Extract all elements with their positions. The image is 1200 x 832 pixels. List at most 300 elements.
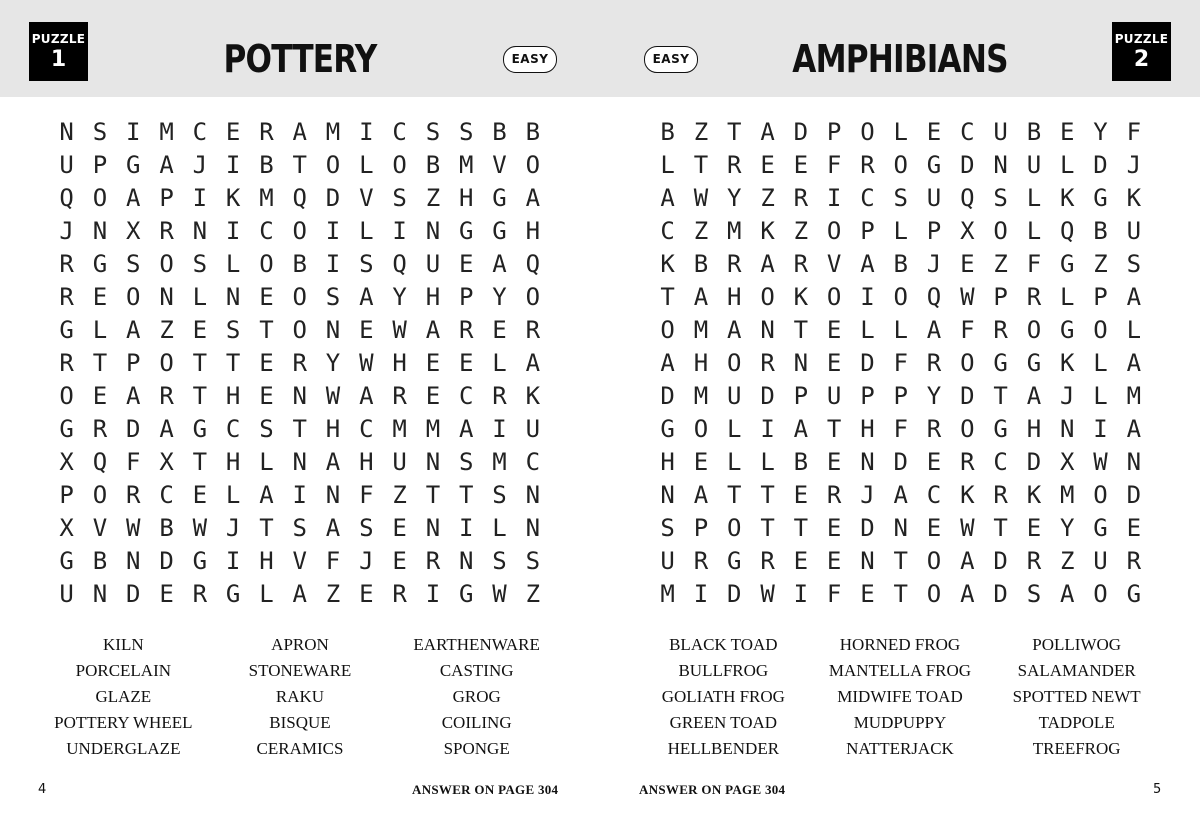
grid-letter[interactable]: S: [359, 250, 374, 278]
grid-letter[interactable]: N: [1059, 415, 1075, 443]
grid-letter[interactable]: N: [292, 382, 307, 410]
grid-letter[interactable]: M: [693, 316, 709, 344]
grid-letter[interactable]: T: [793, 514, 809, 542]
grid-letter[interactable]: P: [826, 118, 842, 146]
grid-letter[interactable]: F: [126, 448, 141, 476]
grid-letter[interactable]: J: [1059, 382, 1075, 410]
grid-letter[interactable]: I: [425, 580, 441, 608]
grid-letter[interactable]: P: [926, 217, 942, 245]
grid-letter[interactable]: A: [292, 580, 307, 608]
grid-letter[interactable]: D: [126, 415, 141, 443]
grid-letter[interactable]: G: [59, 415, 74, 443]
grid-letter[interactable]: D: [893, 448, 908, 476]
grid-letter[interactable]: U: [59, 151, 74, 179]
grid-letter[interactable]: X: [1059, 448, 1075, 476]
grid-letter[interactable]: M: [660, 580, 675, 608]
grid-letter[interactable]: K: [1059, 349, 1075, 377]
grid-letter[interactable]: S: [993, 184, 1008, 212]
grid-letter[interactable]: O: [259, 250, 274, 278]
grid-letter[interactable]: E: [793, 481, 809, 509]
grid-letter[interactable]: M: [1059, 481, 1075, 509]
grid-letter[interactable]: O: [693, 415, 709, 443]
grid-letter[interactable]: A: [359, 283, 374, 311]
grid-letter[interactable]: H: [660, 448, 675, 476]
grid-letter[interactable]: D: [727, 580, 742, 608]
grid-letter[interactable]: O: [993, 217, 1008, 245]
grid-letter[interactable]: A: [159, 151, 174, 179]
grid-letter[interactable]: R: [59, 283, 74, 311]
grid-letter[interactable]: Y: [392, 283, 407, 311]
grid-letter[interactable]: D: [960, 151, 975, 179]
grid-letter[interactable]: Y: [1093, 118, 1108, 146]
grid-letter[interactable]: I: [392, 217, 407, 245]
grid-letter[interactable]: S: [893, 184, 908, 212]
grid-letter[interactable]: G: [993, 349, 1008, 377]
grid-letter[interactable]: Q: [59, 184, 74, 212]
grid-letter[interactable]: E: [693, 448, 709, 476]
grid-letter[interactable]: U: [1126, 217, 1142, 245]
grid-letter[interactable]: G: [458, 217, 474, 245]
grid-letter[interactable]: L: [727, 448, 742, 476]
grid-letter[interactable]: R: [727, 151, 742, 179]
grid-letter[interactable]: S: [1026, 580, 1042, 608]
grid-letter[interactable]: N: [159, 283, 174, 311]
grid-letter[interactable]: W: [960, 514, 975, 542]
grid-letter[interactable]: N: [92, 217, 108, 245]
grid-letter[interactable]: R: [826, 481, 842, 509]
grid-letter[interactable]: A: [126, 184, 141, 212]
grid-letter[interactable]: P: [860, 217, 875, 245]
grid-letter[interactable]: Z: [525, 580, 541, 608]
grid-letter[interactable]: C: [458, 382, 474, 410]
grid-letter[interactable]: C: [159, 481, 174, 509]
grid-letter[interactable]: Z: [325, 580, 341, 608]
grid-letter[interactable]: L: [727, 415, 742, 443]
grid-letter[interactable]: X: [126, 217, 141, 245]
grid-letter[interactable]: I: [325, 217, 341, 245]
grid-letter[interactable]: A: [693, 481, 709, 509]
grid-letter[interactable]: A: [259, 481, 274, 509]
grid-letter[interactable]: E: [492, 316, 507, 344]
grid-letter[interactable]: R: [727, 250, 742, 278]
grid-letter[interactable]: Y: [325, 349, 341, 377]
grid-letter[interactable]: U: [727, 382, 742, 410]
grid-letter[interactable]: B: [159, 514, 174, 542]
grid-letter[interactable]: I: [693, 580, 709, 608]
grid-letter[interactable]: R: [793, 184, 809, 212]
grid-letter[interactable]: Z: [793, 217, 809, 245]
grid-letter[interactable]: P: [92, 151, 108, 179]
grid-letter[interactable]: B: [1026, 118, 1042, 146]
grid-letter[interactable]: X: [960, 217, 975, 245]
grid-letter[interactable]: P: [59, 481, 74, 509]
grid-letter[interactable]: M: [492, 448, 507, 476]
grid-letter[interactable]: G: [225, 580, 241, 608]
grid-letter[interactable]: E: [793, 547, 809, 575]
grid-letter[interactable]: H: [860, 415, 875, 443]
grid-letter[interactable]: T: [760, 514, 775, 542]
grid-letter[interactable]: R: [392, 580, 407, 608]
grid-letter[interactable]: O: [826, 217, 842, 245]
grid-letter[interactable]: T: [292, 415, 307, 443]
grid-letter[interactable]: N: [425, 217, 441, 245]
grid-letter[interactable]: E: [259, 283, 274, 311]
grid-letter[interactable]: H: [225, 382, 241, 410]
grid-letter[interactable]: E: [159, 580, 174, 608]
grid-letter[interactable]: T: [92, 349, 108, 377]
grid-letter[interactable]: G: [1059, 250, 1075, 278]
grid-letter[interactable]: A: [793, 415, 809, 443]
grid-letter[interactable]: A: [693, 283, 709, 311]
grid-letter[interactable]: T: [693, 151, 709, 179]
grid-letter[interactable]: B: [660, 118, 675, 146]
grid-letter[interactable]: R: [292, 349, 307, 377]
grid-letter[interactable]: A: [159, 415, 174, 443]
grid-letter[interactable]: F: [325, 547, 341, 575]
grid-letter[interactable]: R: [760, 349, 775, 377]
grid-letter[interactable]: N: [793, 349, 809, 377]
grid-letter[interactable]: G: [727, 547, 742, 575]
grid-letter[interactable]: L: [1059, 283, 1075, 311]
grid-letter[interactable]: O: [325, 151, 341, 179]
grid-letter[interactable]: A: [760, 118, 775, 146]
grid-letter[interactable]: T: [292, 151, 307, 179]
grid-letter[interactable]: I: [192, 184, 208, 212]
grid-letter[interactable]: N: [525, 481, 541, 509]
grid-letter[interactable]: B: [492, 118, 507, 146]
grid-letter[interactable]: F: [826, 580, 842, 608]
grid-letter[interactable]: R: [1026, 283, 1042, 311]
grid-letter[interactable]: G: [492, 184, 507, 212]
grid-letter[interactable]: G: [492, 217, 507, 245]
grid-letter[interactable]: L: [1093, 382, 1108, 410]
grid-letter[interactable]: E: [425, 349, 441, 377]
grid-letter[interactable]: A: [1126, 349, 1142, 377]
grid-letter[interactable]: X: [59, 448, 74, 476]
grid-letter[interactable]: R: [492, 382, 507, 410]
grid-letter[interactable]: D: [126, 580, 141, 608]
grid-letter[interactable]: W: [760, 580, 775, 608]
grid-letter[interactable]: P: [126, 349, 141, 377]
grid-letter[interactable]: K: [960, 481, 975, 509]
grid-letter[interactable]: E: [259, 349, 274, 377]
grid-letter[interactable]: I: [860, 283, 875, 311]
grid-letter[interactable]: E: [458, 349, 474, 377]
grid-letter[interactable]: T: [893, 580, 908, 608]
grid-letter[interactable]: D: [793, 118, 809, 146]
grid-letter[interactable]: S: [192, 250, 208, 278]
grid-letter[interactable]: E: [359, 316, 374, 344]
grid-letter[interactable]: L: [1026, 184, 1042, 212]
grid-letter[interactable]: A: [1126, 283, 1142, 311]
grid-letter[interactable]: A: [126, 382, 141, 410]
grid-letter[interactable]: H: [225, 448, 241, 476]
grid-letter[interactable]: Y: [727, 184, 742, 212]
grid-letter[interactable]: E: [1059, 118, 1075, 146]
grid-letter[interactable]: E: [826, 514, 842, 542]
grid-letter[interactable]: T: [893, 547, 908, 575]
grid-letter[interactable]: H: [525, 217, 541, 245]
grid-letter[interactable]: G: [59, 547, 74, 575]
grid-letter[interactable]: M: [1126, 382, 1142, 410]
grid-letter[interactable]: N: [458, 547, 474, 575]
grid-letter[interactable]: T: [259, 514, 274, 542]
grid-letter[interactable]: H: [458, 184, 474, 212]
grid-letter[interactable]: I: [126, 118, 141, 146]
grid-letter[interactable]: T: [993, 382, 1008, 410]
grid-letter[interactable]: O: [826, 283, 842, 311]
grid-letter[interactable]: R: [993, 481, 1008, 509]
grid-letter[interactable]: P: [860, 382, 875, 410]
grid-letter[interactable]: G: [458, 580, 474, 608]
grid-letter[interactable]: C: [525, 448, 541, 476]
grid-letter[interactable]: I: [458, 514, 474, 542]
grid-letter[interactable]: Q: [926, 283, 942, 311]
grid-letter[interactable]: R: [926, 415, 942, 443]
grid-letter[interactable]: S: [325, 283, 341, 311]
grid-letter[interactable]: H: [425, 283, 441, 311]
grid-letter[interactable]: Z: [993, 250, 1008, 278]
grid-letter[interactable]: E: [225, 118, 241, 146]
grid-letter[interactable]: C: [259, 217, 274, 245]
grid-letter[interactable]: N: [292, 448, 307, 476]
grid-letter[interactable]: V: [826, 250, 842, 278]
grid-letter[interactable]: D: [1126, 481, 1142, 509]
grid-letter[interactable]: O: [292, 217, 307, 245]
grid-letter[interactable]: M: [325, 118, 341, 146]
grid-letter[interactable]: E: [192, 316, 208, 344]
grid-letter[interactable]: M: [458, 151, 474, 179]
grid-letter[interactable]: T: [826, 415, 842, 443]
grid-letter[interactable]: N: [760, 316, 775, 344]
grid-letter[interactable]: D: [1093, 151, 1108, 179]
grid-letter[interactable]: F: [1026, 250, 1042, 278]
grid-letter[interactable]: J: [860, 481, 875, 509]
grid-letter[interactable]: P: [159, 184, 174, 212]
grid-letter[interactable]: M: [693, 382, 709, 410]
grid-letter[interactable]: P: [793, 382, 809, 410]
grid-letter[interactable]: L: [259, 580, 274, 608]
grid-letter[interactable]: N: [325, 481, 341, 509]
grid-letter[interactable]: K: [225, 184, 241, 212]
grid-letter[interactable]: C: [926, 481, 942, 509]
grid-letter[interactable]: T: [993, 514, 1008, 542]
grid-letter[interactable]: G: [1093, 514, 1108, 542]
grid-letter[interactable]: N: [126, 547, 141, 575]
grid-letter[interactable]: O: [660, 316, 675, 344]
grid-letter[interactable]: R: [525, 316, 541, 344]
grid-letter[interactable]: M: [727, 217, 742, 245]
grid-letter[interactable]: A: [1026, 382, 1042, 410]
grid-letter[interactable]: O: [292, 283, 307, 311]
grid-letter[interactable]: L: [893, 118, 908, 146]
grid-letter[interactable]: Z: [693, 217, 709, 245]
grid-letter[interactable]: T: [192, 448, 208, 476]
grid-letter[interactable]: L: [225, 481, 241, 509]
grid-letter[interactable]: T: [727, 118, 742, 146]
grid-letter[interactable]: W: [960, 283, 975, 311]
grid-letter[interactable]: U: [926, 184, 942, 212]
grid-letter[interactable]: I: [492, 415, 507, 443]
grid-letter[interactable]: S: [458, 448, 474, 476]
grid-letter[interactable]: A: [525, 349, 541, 377]
grid-letter[interactable]: R: [192, 580, 208, 608]
grid-letter[interactable]: R: [59, 349, 74, 377]
grid-letter[interactable]: I: [359, 118, 374, 146]
grid-letter[interactable]: K: [525, 382, 541, 410]
grid-letter[interactable]: R: [458, 316, 474, 344]
grid-letter[interactable]: S: [1126, 250, 1142, 278]
grid-letter[interactable]: O: [760, 283, 775, 311]
grid-letter[interactable]: T: [192, 349, 208, 377]
grid-letter[interactable]: E: [760, 151, 775, 179]
grid-letter[interactable]: O: [893, 151, 908, 179]
grid-letter[interactable]: E: [259, 382, 274, 410]
grid-letter[interactable]: I: [793, 580, 809, 608]
grid-letter[interactable]: U: [826, 382, 842, 410]
grid-letter[interactable]: P: [458, 283, 474, 311]
grid-letter[interactable]: R: [760, 547, 775, 575]
grid-letter[interactable]: H: [359, 448, 374, 476]
grid-letter[interactable]: E: [826, 349, 842, 377]
grid-letter[interactable]: T: [760, 481, 775, 509]
grid-letter[interactable]: N: [660, 481, 675, 509]
grid-letter[interactable]: L: [893, 217, 908, 245]
grid-letter[interactable]: D: [860, 349, 875, 377]
grid-letter[interactable]: R: [392, 382, 407, 410]
grid-letter[interactable]: F: [893, 349, 908, 377]
grid-letter[interactable]: B: [693, 250, 709, 278]
grid-letter[interactable]: R: [993, 316, 1008, 344]
grid-letter[interactable]: D: [860, 514, 875, 542]
grid-letter[interactable]: O: [860, 118, 875, 146]
grid-letter[interactable]: L: [760, 448, 775, 476]
grid-letter[interactable]: R: [960, 448, 975, 476]
grid-letter[interactable]: E: [826, 547, 842, 575]
grid-letter[interactable]: H: [392, 349, 407, 377]
grid-letter[interactable]: R: [860, 151, 875, 179]
grid-letter[interactable]: D: [960, 382, 975, 410]
grid-letter[interactable]: U: [59, 580, 74, 608]
grid-letter[interactable]: L: [860, 316, 875, 344]
grid-letter[interactable]: U: [993, 118, 1008, 146]
grid-letter[interactable]: S: [359, 514, 374, 542]
grid-letter[interactable]: Q: [292, 184, 307, 212]
grid-letter[interactable]: L: [492, 514, 507, 542]
grid-letter[interactable]: Z: [760, 184, 775, 212]
grid-letter[interactable]: U: [525, 415, 541, 443]
grid-letter[interactable]: K: [760, 217, 775, 245]
grid-letter[interactable]: G: [92, 250, 108, 278]
grid-letter[interactable]: I: [225, 217, 241, 245]
grid-letter[interactable]: E: [458, 250, 474, 278]
grid-letter[interactable]: U: [392, 448, 407, 476]
grid-letter[interactable]: R: [159, 382, 174, 410]
grid-letter[interactable]: W: [1093, 448, 1108, 476]
grid-letter[interactable]: R: [693, 547, 709, 575]
grid-letter[interactable]: L: [1093, 349, 1108, 377]
grid-letter[interactable]: L: [92, 316, 108, 344]
grid-letter[interactable]: E: [1026, 514, 1042, 542]
grid-letter[interactable]: O: [126, 283, 141, 311]
grid-letter[interactable]: W: [492, 580, 507, 608]
grid-letter[interactable]: H: [727, 283, 742, 311]
grid-letter[interactable]: O: [1093, 481, 1108, 509]
grid-letter[interactable]: H: [693, 349, 709, 377]
grid-letter[interactable]: A: [760, 250, 775, 278]
grid-letter[interactable]: L: [893, 316, 908, 344]
grid-letter[interactable]: O: [92, 184, 108, 212]
grid-letter[interactable]: S: [425, 118, 441, 146]
grid-letter[interactable]: E: [192, 481, 208, 509]
grid-letter[interactable]: E: [359, 580, 374, 608]
grid-letter[interactable]: N: [425, 448, 441, 476]
grid-letter[interactable]: H: [325, 415, 341, 443]
grid-letter[interactable]: C: [660, 217, 675, 245]
grid-letter[interactable]: U: [660, 547, 675, 575]
grid-letter[interactable]: V: [359, 184, 374, 212]
grid-letter[interactable]: K: [1059, 184, 1075, 212]
grid-letter[interactable]: S: [292, 514, 307, 542]
grid-letter[interactable]: L: [1126, 316, 1142, 344]
grid-letter[interactable]: G: [192, 415, 208, 443]
grid-letter[interactable]: V: [492, 151, 507, 179]
grid-letter[interactable]: S: [392, 184, 407, 212]
grid-letter[interactable]: Z: [425, 184, 441, 212]
grid-letter[interactable]: D: [660, 382, 675, 410]
grid-letter[interactable]: C: [192, 118, 208, 146]
grid-letter[interactable]: D: [159, 547, 174, 575]
grid-letter[interactable]: E: [926, 448, 942, 476]
grid-letter[interactable]: C: [993, 448, 1008, 476]
grid-letter[interactable]: O: [392, 151, 407, 179]
grid-letter[interactable]: R: [59, 250, 74, 278]
grid-letter[interactable]: A: [359, 382, 374, 410]
grid-letter[interactable]: M: [159, 118, 174, 146]
grid-letter[interactable]: E: [92, 283, 108, 311]
grid-letter[interactable]: N: [860, 448, 875, 476]
grid-letter[interactable]: S: [225, 316, 241, 344]
grid-letter[interactable]: Y: [1059, 514, 1075, 542]
grid-letter[interactable]: N: [225, 283, 241, 311]
grid-letter[interactable]: Z: [392, 481, 407, 509]
grid-letter[interactable]: S: [660, 514, 675, 542]
grid-letter[interactable]: Q: [392, 250, 407, 278]
grid-letter[interactable]: L: [492, 349, 507, 377]
grid-letter[interactable]: J: [225, 514, 241, 542]
grid-letter[interactable]: M: [259, 184, 274, 212]
grid-letter[interactable]: W: [392, 316, 407, 344]
grid-letter[interactable]: E: [926, 514, 942, 542]
grid-letter[interactable]: A: [126, 316, 141, 344]
grid-letter[interactable]: N: [59, 118, 74, 146]
grid-letter[interactable]: W: [126, 514, 141, 542]
grid-letter[interactable]: W: [192, 514, 208, 542]
grid-letter[interactable]: L: [259, 448, 274, 476]
grid-letter[interactable]: G: [1126, 580, 1142, 608]
grid-letter[interactable]: N: [425, 514, 441, 542]
grid-letter[interactable]: G: [1026, 349, 1042, 377]
grid-letter[interactable]: C: [392, 118, 407, 146]
grid-letter[interactable]: C: [359, 415, 374, 443]
grid-letter[interactable]: G: [660, 415, 675, 443]
grid-letter[interactable]: I: [760, 415, 775, 443]
grid-letter[interactable]: Q: [960, 184, 975, 212]
grid-letter[interactable]: A: [660, 184, 675, 212]
grid-letter[interactable]: A: [860, 250, 875, 278]
grid-letter[interactable]: S: [492, 547, 507, 575]
grid-letter[interactable]: O: [1026, 316, 1042, 344]
